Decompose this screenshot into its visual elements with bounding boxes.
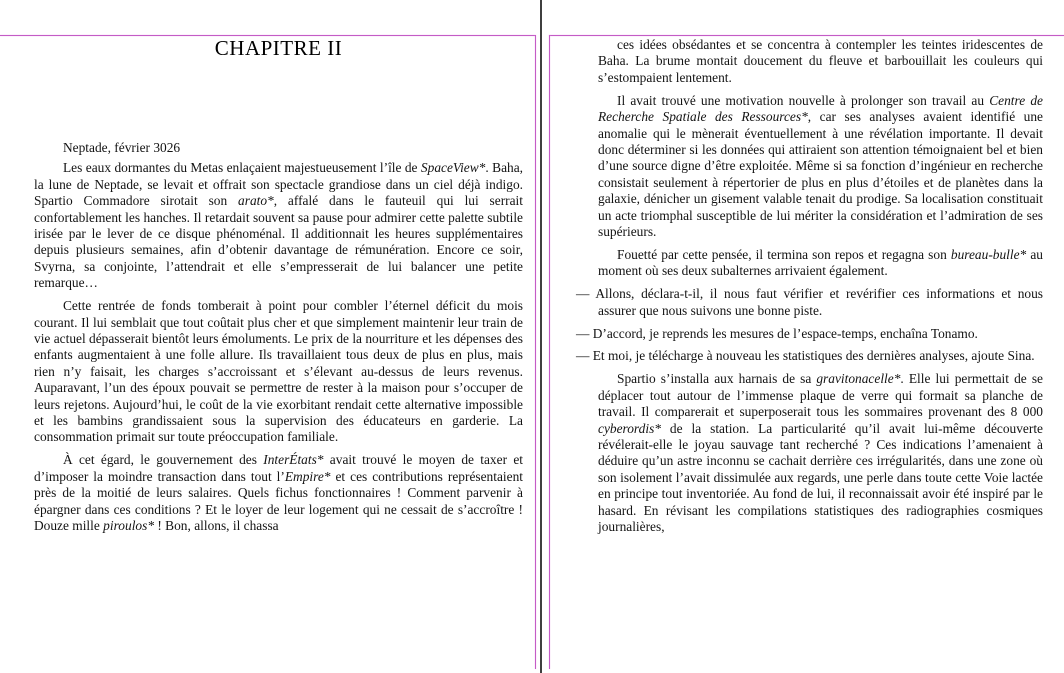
right-page-inner-border xyxy=(549,35,550,669)
text-run: . Baha, la lune de Neptade, se levait et offrait son spectacle grandiose dans un ciel déjà indigo. Spartio Commadore sirotait son xyxy=(34,160,523,209)
body-paragraph xyxy=(598,371,1043,535)
glossary-term: SpaceView* xyxy=(420,160,486,176)
text-run: au moment où ses deux subalternes arrivaient également. xyxy=(598,246,1043,279)
glossary-term: piroulos* xyxy=(103,517,155,533)
body-paragraph xyxy=(34,298,523,446)
left-page-inner-border xyxy=(535,35,536,669)
text-run: , car ses analyses avaient identifié une anomalie qui le mènerait éventuellement à une révélation importante. Il devait donc déterminer si les données qui attiraient son attention témoignaient bel et bien d’une source digne d’être exploitée. Même si sa fonction d’ingénieur en recherche consistait seulement à répertorier de plus en plus d’étoiles et de planètes dans la galaxie, dénicher un gisement valable tenait du prodige. Sa localisation constituait un acte triomphal susceptible de lui mériter la considération et l’admiration de ses supérieurs. xyxy=(598,109,1043,239)
text-run: Cette rentrée de fonds tomberait à point pour combler l’éternel déficit du mois courant. Il lui semblait que tout coûtait plus cher et que simplement maintenir leur train de vie actuel dépasserait bientôt leurs émoluments. Le prix de la nourriture et les dépenses des enfants augmentaient à une folle allure. Ils travaillaient tous deux de plus en plus, mais rien n’y faisait, les charges s’accroissant et s’élevant au-dessus de leurs revenus. Auparavant, l’un des époux pouvait se permettre de rester à la maison pour s’occuper de leurs rejetons. Aujourd’hui, le coût de la vie exorbitant rendait cette alternative impossible et les bambins grandissaient sous la supervision des éducateurs en garderie. La consommation primait sur toute préoccupation familiale. xyxy=(34,298,523,445)
text-run: , affalé dans le fauteuil qui lui serrait confortablement les hanches. Il retardait souvent sa pause pour admirer cette palette subtile irisée par le lever de ce disque phénoménal. Il additionnait les heures supplémentaires depuis plusieurs semaines, afin d’obtenir davantage de rémunération. Encore ce soir, Svyrna, sa conjointe, l’attendrait et elle s’empresserait de lui balancer une petite remarque… xyxy=(34,193,523,291)
left-page-body xyxy=(34,160,523,534)
right-page xyxy=(576,37,1043,535)
right-page-body xyxy=(576,37,1043,535)
body-paragraph xyxy=(34,160,523,291)
text-run: Fouetté par cette pensée, il termina son repos et regagna son xyxy=(617,246,951,262)
glossary-term: bureau-bulle* xyxy=(950,246,1027,262)
text-run: ces idées obsédantes et se concentra à contempler les teintes iridescentes de Baha. La brume montait doucement du fleuve et barbouillait les couleurs qui s’estompaient lentement. xyxy=(598,37,1043,85)
text-run: — Et moi, je télécharge à nouveau les statistiques des dernières analyses, ajoute Sina. xyxy=(576,348,1035,364)
page-spine-divider xyxy=(540,0,542,673)
right-page-top-border xyxy=(549,35,1064,36)
glossary-term: Empire* xyxy=(284,468,331,484)
body-paragraph xyxy=(598,247,1043,280)
glossary-term: cyberordis* xyxy=(598,420,661,436)
chapter-title: CHAPITRE II xyxy=(214,36,343,60)
dialogue-paragraph xyxy=(576,348,1043,364)
text-run: ! Bon, allons, il chassa xyxy=(154,517,279,533)
text-run: Les eaux dormantes du Metas enlaçaient majestueusement l’île de xyxy=(63,160,421,176)
text-run: avait trouvé le moyen de taxer et d’imposer la moindre transaction dans tout l’ xyxy=(34,452,523,484)
body-paragraph xyxy=(598,93,1043,241)
left-page xyxy=(34,36,523,534)
glossary-term: Centre de Recherche Spatiale des Ressources* xyxy=(598,92,1043,125)
glossary-term: InterÉtats* xyxy=(263,452,324,468)
dialogue-paragraph xyxy=(576,325,1043,342)
dateline: Neptade, février 3026 xyxy=(63,140,181,155)
text-run: et ces contributions représentaient près de la moitié de leurs salaires. Quels fichus fonctionnaires ! Comment parvenir à épargner dans ces conditions ? Et le loyer de leur logement qui ne cessait de s’accroître ! Douze mille xyxy=(34,468,523,533)
text-run: À cet égard, le gouvernement des xyxy=(63,452,264,468)
text-run: Spartio s’installa aux harnais de sa xyxy=(617,371,817,387)
text-run: . Elle lui permettait de se déplacer tout autour de l’immense plaque de verre qui formait sa planche de travail. Il comparerait et superposerait tous les sommaires provenant des 8 000 xyxy=(598,371,1043,420)
body-paragraph xyxy=(34,452,523,534)
body-paragraph xyxy=(598,37,1043,86)
glossary-term: gravitonacelle* xyxy=(816,371,901,387)
dialogue-paragraph xyxy=(576,286,1043,319)
text-run: — Allons, déclara-t-il, il nous faut vérifier et revérifier ces informations et nous assurer que nous suivons une bonne piste. xyxy=(576,286,1043,318)
text-run: — D’accord, je reprends les mesures de l’espace-temps, enchaîna Tonamo. xyxy=(576,325,978,341)
text-run: Il avait trouvé une motivation nouvelle à prolonger son travail au xyxy=(617,92,990,108)
glossary-term: arato* xyxy=(238,193,274,209)
text-run: de la station. La particularité qu’il avait lui-même découverte révélerait-elle le joyau sauvage tant recherché ? Ces indications l’amenaient à déduire qu’un astre inconnu se cachait derrière ces irrégularités, dans une zone où son isolement l’avait dissimulée aux regards, une perle dans toute cette Voie lactée en principe tout inventoriée. Au fond de lui, il reconnaissait avoir été inspiré par le hasard. En révisant les compilations statistiques des radiographies cosmiques journalières, xyxy=(598,420,1043,534)
